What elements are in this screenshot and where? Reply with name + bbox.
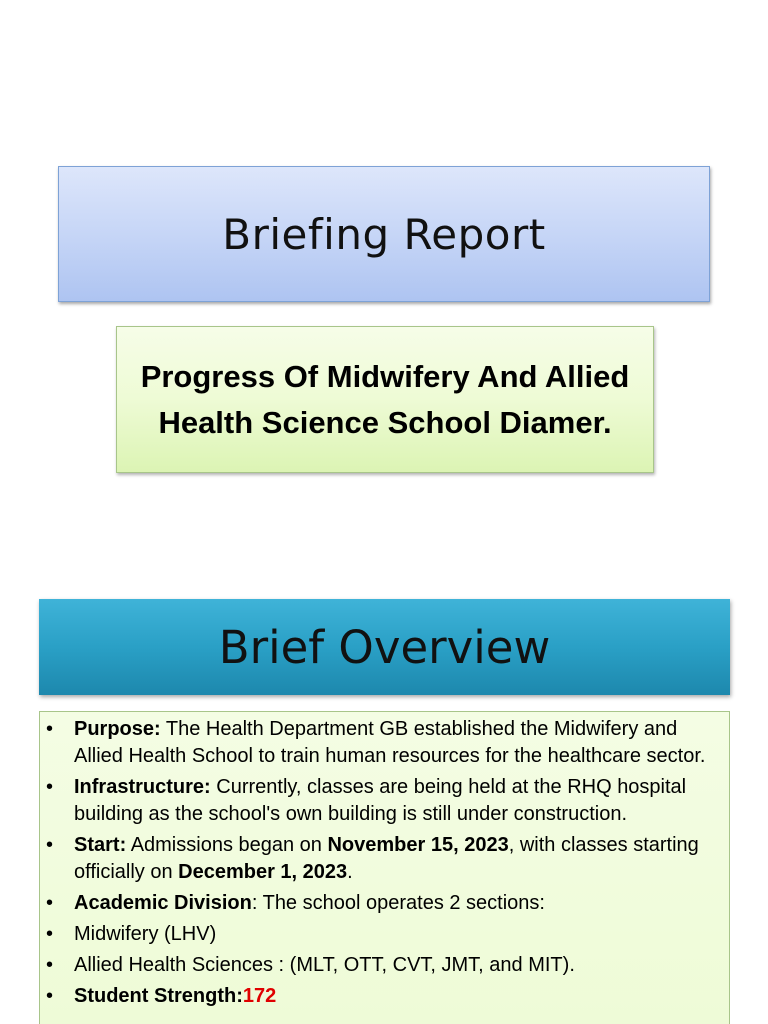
section-header	[39, 599, 730, 695]
student-strength-value: 172	[242, 985, 277, 1007]
bullet-label: Student Strength:	[74, 985, 243, 1007]
admission-date: November 15, 2023	[327, 834, 509, 856]
bullet-label: Purpose:	[74, 718, 161, 740]
bullet-text: Midwifery (LHV)	[74, 923, 217, 945]
bullet-student-strength	[40, 983, 713, 1010]
title-box	[58, 166, 710, 302]
bullet-start	[40, 832, 713, 886]
bullet-dot-icon: •	[46, 834, 54, 856]
bullet-text: Currently, classes are being held at the RHQ hospital building as the school's own building is still under construction.	[74, 776, 687, 825]
bullet-allied-health	[40, 952, 713, 979]
bullet-label: Infrastructure:	[74, 776, 211, 798]
bullet-text: .	[347, 861, 353, 883]
overview-bullet-list	[40, 712, 729, 1010]
bullet-dot-icon: •	[46, 985, 54, 1007]
subtitle-box	[116, 326, 654, 473]
bullet-academic-division	[40, 890, 713, 917]
bullet-text: , with classes starting officially on	[74, 834, 699, 883]
bullet-dot-icon: •	[46, 892, 54, 914]
overview-content-box	[39, 711, 730, 1024]
bullet-purpose	[40, 716, 713, 770]
bullet-dot-icon: •	[46, 923, 54, 945]
section-title: Brief Overview	[218, 620, 551, 674]
report-title: Briefing Report	[222, 209, 546, 259]
bullet-text: : The school operates 2 sections:	[251, 892, 545, 914]
bullet-text: The Health Department GB established the Midwifery and Allied Health School to train human resources for the healthcare sector.	[74, 718, 706, 767]
class-start-date: December 1, 2023	[178, 861, 348, 883]
bullet-text: Admissions began on	[126, 834, 328, 856]
bullet-dot-icon: •	[46, 776, 54, 798]
bullet-text: Allied Health Sciences : (MLT, OTT, CVT, JMT, and MIT).	[74, 954, 575, 976]
bullet-label: Academic Division	[74, 892, 252, 914]
bullet-label: Start:	[74, 834, 127, 856]
report-subtitle: Progress Of Midwifery And Allied Health Science School Diamer.	[140, 358, 630, 440]
bullet-dot-icon: •	[46, 954, 54, 976]
bullet-midwifery	[40, 921, 713, 948]
bullet-infrastructure	[40, 774, 713, 828]
bullet-dot-icon: •	[46, 718, 54, 740]
